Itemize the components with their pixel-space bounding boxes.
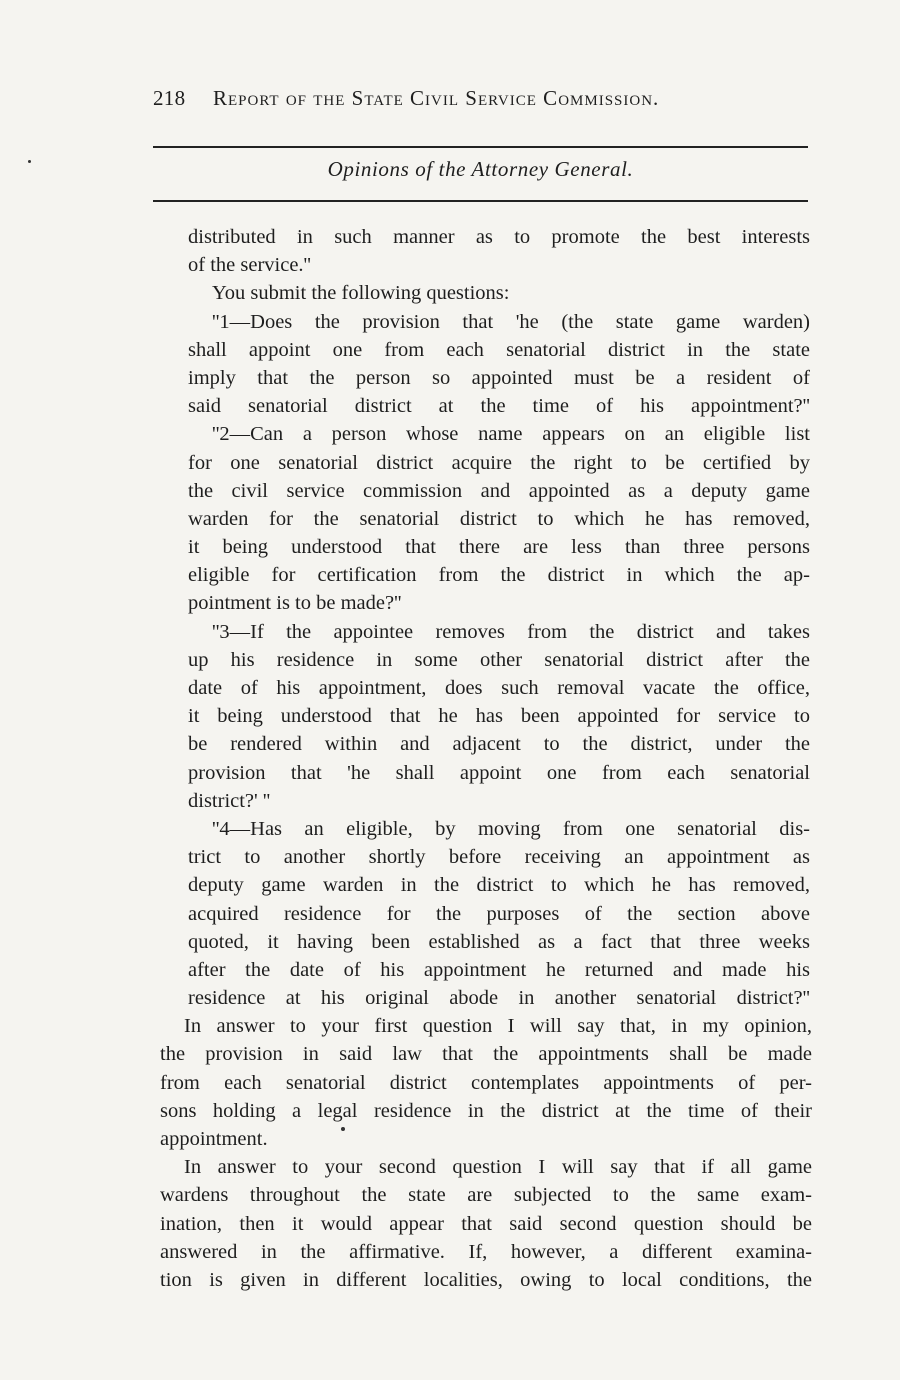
body-text [0, 223, 900, 1294]
text-line: appointment. [160, 1128, 268, 1150]
text-line: from each senatorial district contemplates appointments of per- [160, 1071, 812, 1094]
header-rule-top [153, 146, 808, 148]
running-head [153, 86, 813, 111]
text-line: trict to another shortly before receiving an appointment as [188, 846, 810, 869]
text-line: district?' '' [188, 789, 271, 812]
text-line: pointment is to be made?'' [188, 592, 402, 615]
text-line: ''3—If the appointee removes from the district and takes [212, 620, 810, 643]
text-line: wardens throughout the state are subjected to the same exam- [160, 1184, 812, 1207]
text-line: of the service.'' [188, 254, 311, 277]
text-line: provision that 'he shall appoint one from each senatorial [188, 761, 810, 784]
text-line: ''1—Does the provision that 'he (the state game warden) [212, 310, 810, 333]
text-line: eligible for certification from the district in which the ap- [188, 564, 810, 587]
text-line: answered in the affirmative. If, however, a different examina- [160, 1240, 812, 1263]
text-line: it being understood that there are less than three persons [188, 536, 810, 559]
text-line: it being understood that he has been appointed for service to [188, 705, 810, 728]
text-line: the provision in said law that the appointments shall be made [160, 1043, 812, 1066]
text-line: quoted, it having been established as a fact that three weeks [188, 930, 810, 953]
text-line: date of his appointment, does such removal vacate the office, [188, 677, 810, 699]
ink-speck [28, 160, 31, 163]
text-line: imply that the person so appointed must be a resident of [188, 366, 810, 389]
text-line: the civil service commission and appointed as a deputy game [188, 479, 810, 502]
text-line: In answer to your first question I will say that, in my opinion, [184, 1015, 812, 1038]
page-number: 218 [153, 86, 186, 110]
text-line: up his residence in some other senatorial district after the [188, 648, 810, 671]
text-line: ''2—Can a person whose name appears on an eligible list [212, 423, 810, 446]
header-rule-bottom [153, 200, 808, 202]
text-line: You submit the following questions: [212, 282, 510, 305]
text-line: residence at his original abode in another senatorial district?'' [188, 987, 810, 1010]
text-line: In answer to your second question I will say that if all game [184, 1156, 812, 1179]
text-line: shall appoint one from each senatorial district in the state [188, 338, 810, 361]
section-title: Opinions of the Attorney General. [327, 157, 634, 181]
text-line: warden for the senatorial district to which he has removed, [188, 507, 810, 530]
text-line: sons holding a legal residence in the district at the time of their [160, 1099, 812, 1122]
ink-speck [341, 1127, 345, 1131]
text-line: ination, then it would appear that said second question should be [160, 1212, 812, 1235]
running-title: Report of the State Civil Service Commission. [212, 86, 660, 110]
text-line: after the date of his appointment he returned and made his [188, 958, 810, 981]
text-line: distributed in such manner as to promote the best interests [188, 226, 810, 248]
text-line: acquired residence for the purposes of the section above [188, 902, 810, 925]
text-line: ''4—Has an eligible, by moving from one senatorial dis- [212, 817, 810, 840]
text-line: deputy game warden in the district to which he has removed, [188, 874, 810, 897]
text-line: be rendered within and adjacent to the district, under the [188, 733, 810, 756]
text-line: said senatorial district at the time of his appointment?'' [188, 395, 810, 418]
text-line: tion is given in different localities, owing to local conditions, the [160, 1268, 812, 1291]
text-line: for one senatorial district acquire the right to be certified by [188, 451, 810, 474]
